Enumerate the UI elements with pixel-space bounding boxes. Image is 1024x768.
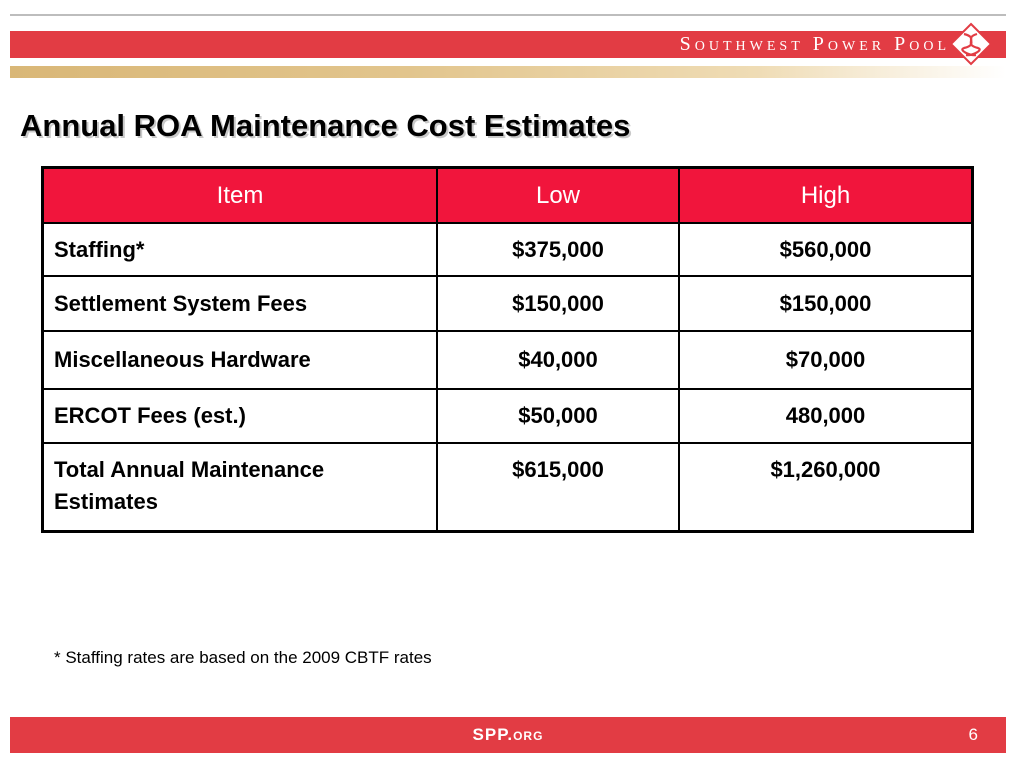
cell-low: $615,000 xyxy=(437,443,679,532)
table-row xyxy=(43,223,973,276)
cell-low: $40,000 xyxy=(437,331,679,389)
cell-item: Staffing* xyxy=(43,223,438,276)
header-high: High xyxy=(679,168,973,224)
page-title: Annual ROA Maintenance Cost Estimates xyxy=(20,108,631,143)
table-row xyxy=(43,331,973,389)
cell-low: $50,000 xyxy=(437,389,679,443)
cell-high: 480,000 xyxy=(679,389,973,443)
cell-item: ERCOT Fees (est.) xyxy=(43,389,438,443)
brand-name: Southwest Power Pool xyxy=(679,33,950,55)
cell-low: $375,000 xyxy=(437,223,679,276)
table-header-row xyxy=(43,168,973,224)
header-low: Low xyxy=(437,168,679,224)
header-item: Item xyxy=(43,168,438,224)
cell-item: Settlement System Fees xyxy=(43,276,438,331)
footer-band xyxy=(10,717,1006,753)
page-number: 6 xyxy=(968,725,978,744)
top-rule xyxy=(10,14,1006,16)
spp-logo-icon xyxy=(949,22,993,66)
cell-high: $70,000 xyxy=(679,331,973,389)
cell-high: $1,260,000 xyxy=(679,443,973,532)
cell-item: Total Annual Maintenance Estimates xyxy=(43,443,438,532)
cell-high: $560,000 xyxy=(679,223,973,276)
cost-table xyxy=(41,166,974,533)
footnote: * Staffing rates are based on the 2009 CBTF rates xyxy=(54,648,432,667)
cell-high: $150,000 xyxy=(679,276,973,331)
footer-site-link[interactable]: SPP.org xyxy=(472,725,544,744)
cell-item: Miscellaneous Hardware xyxy=(43,331,438,389)
table-row xyxy=(43,276,973,331)
cell-low: $150,000 xyxy=(437,276,679,331)
table-row-total xyxy=(43,443,973,532)
header-gold-band xyxy=(10,66,1006,78)
table-row xyxy=(43,389,973,443)
